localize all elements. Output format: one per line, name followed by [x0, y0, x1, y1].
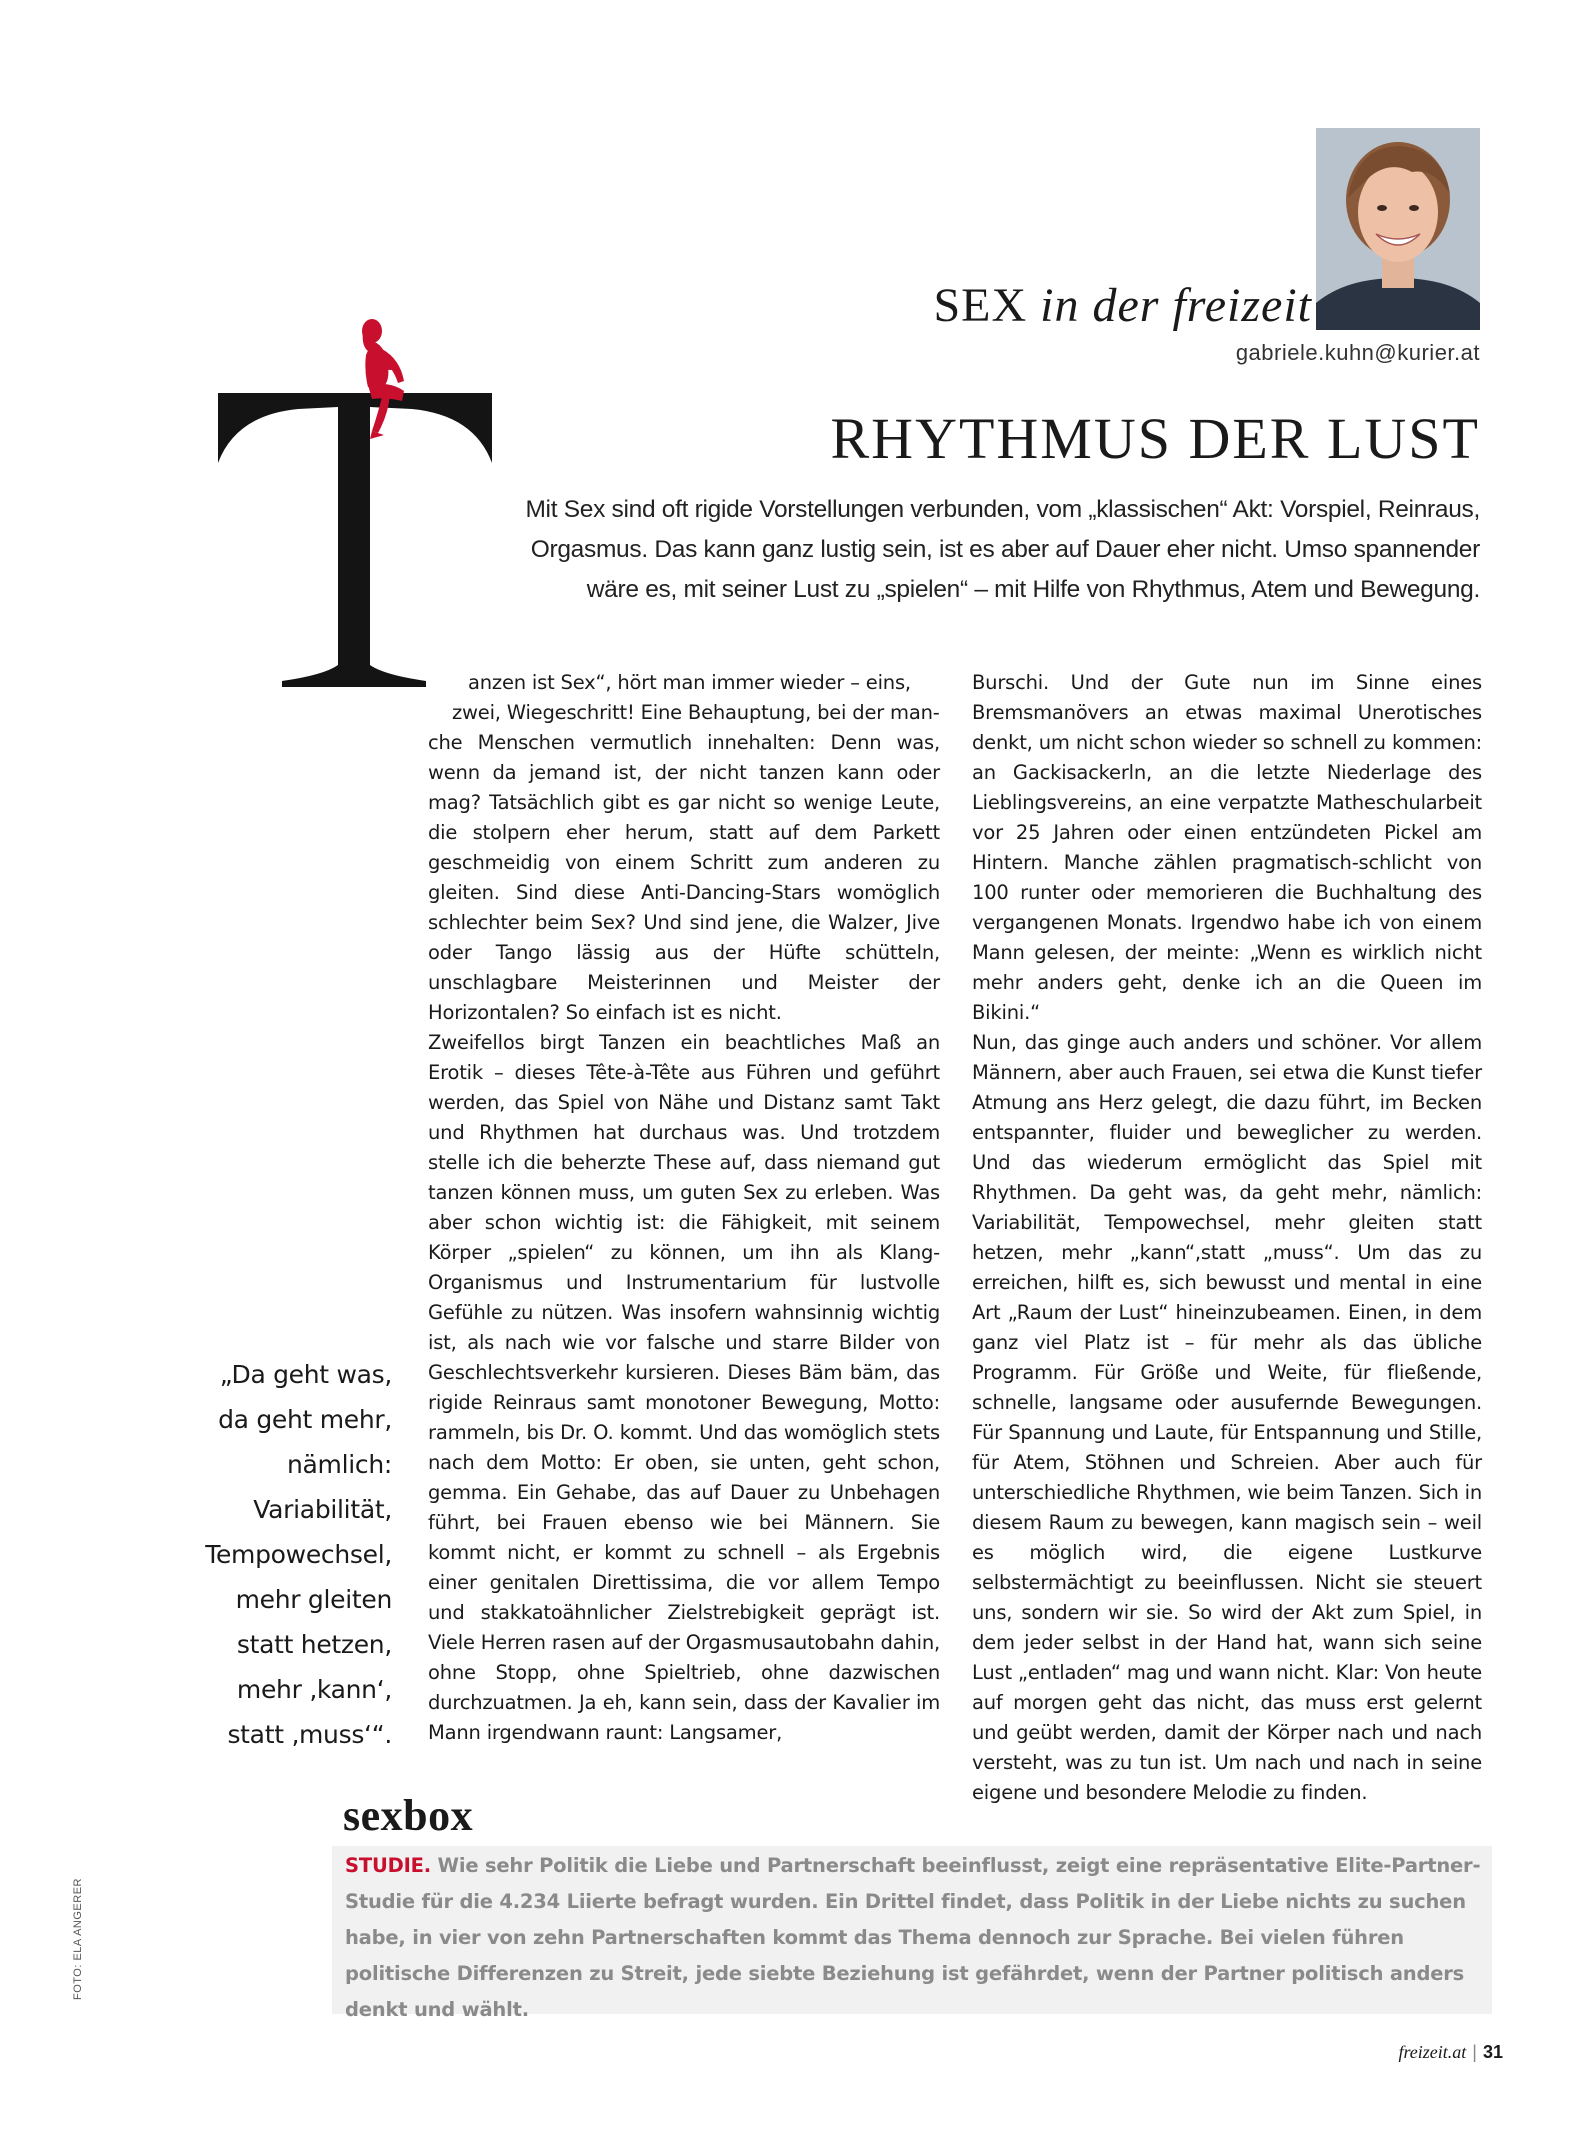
- pull-quote-line: statt ‚muss‘“.: [227, 1720, 392, 1749]
- page-footer: [1398, 2042, 1503, 2063]
- footer-separator: |: [1472, 2042, 1477, 2062]
- paragraph-1: [428, 668, 940, 1028]
- pull-quote-line: Tempowechsel,: [205, 1540, 392, 1569]
- sexbox-title: sexbox: [343, 1791, 474, 1840]
- sexbox-label: STUDIE.: [345, 1854, 431, 1877]
- author-portrait-image: [1316, 128, 1480, 330]
- sexbox-body: Wie sehr Politik die Liebe und Partnerschaft beeinflusst, zeigt eine repräsentative Elite-Partner-Studie für die 4.234 Liierte befragt wurden. Ein Drittel findet, dass Politik in der Liebe nichts zu suchen habe, in vier von zehn Partnerschaften kommt das Thema dennoch zur Sprache. Bei vielen führen politische Differenzen zu Streit, jede siebte Beziehung ist gefährdet, wenn der Partner politisch anders denkt und wählt.: [345, 1854, 1481, 2021]
- author-photo: [1316, 128, 1480, 330]
- paragraph-2: Zweifellos birgt Tanzen ein beachtliches Maß an Erotik – dieses Tête-à-Tête aus Führen und geführt werden, das Spiel von Nähe und Distanz samt Takt und Rhythmen hat durchaus was. Und trotzdem stelle ich die beherzte These auf, dass niemand gut tanzen können muss, um guten Sex zu erleben. Was aber schon wichtig ist: die Fähigkeit, mit seinem Körper „spielen“ zu können, um ihn als Klang-Organismus und Instrumentarium für lustvolle Gefühle zu nützen. Was insofern wahnsinnig wichtig ist, als nach wie vor falsche und starre Bilder von Geschlechtsverkehr kursieren. Dieses Bäm bäm, das rigide Reinraus samt monotoner Bewegung, Motto: rammeln, bis Dr. O. kommt. Und das womöglich stets nach dem Motto: Er oben, sie unten, geht schon, gemma. Ein Gehabe, das auf Dauer zu Unbehagen führt, bei Frauen ebenso wie bei Männern. Sie kommt nicht, er kommt zu schnell – als Ergebnis einer genitalen Direttissima, die vor allem Tempo und stakkatoähnlicher Zielstrebigkeit geprägt ist. Viele Herren rasen auf der Orgasmusautobahn dahin, ohne Stopp, ohne Spieltrieb, ohne dazwischen durchzuatmen. Ja eh, kann sein, dass der Kavalier im Mann irgendwann raunt: Langsamer,: [428, 1031, 940, 1744]
- page-number: 31: [1482, 2042, 1503, 2062]
- paragraph-4: Nun, das ginge auch anders und schöner. Vor allem Männern, aber auch Frauen, sei etwa die Kunst tiefer Atmung ans Herz gelegt, die dazu führt, im Becken entspannter, fluider und beweglicher zu werden. Und das wiederum ermöglicht das Spiel mit Rhythmen. Da geht was, da geht mehr, nämlich: Variabilität, Tempowechsel, mehr gleiten statt hetzen, mehr „kann“,statt „muss“. Um das zu erreichen, hilft es, sich bewusst und mental in eine Art „Raum der Lust“ hineinzubeamen. Einen, in dem ganz viel Platz ist – für mehr als das übliche Programm. Für Größe und Weite, für fließende, schnelle, langsame oder ausufernde Bewegungen. Für Spannung und Laute, für Entspannung und Stille, für Atem, Stöhnen und Schreien. Aber auch für unterschiedliche Rhythmen, wie beim Tanzen. Sich in diesem Raum zu bewegen, kann magisch sein – weil es möglich wird, die eigene Lustkurve selbstermächtigt zu beeinflussen. Nicht sie steuert uns, sondern wir sie. So wird der Akt zum Spiel, in dem jeder selbst in der Hand hat, wann sich seine Lust „entladen“ mag und wann nicht. Klar: Von heute auf morgen geht das nicht, das muss erst gelernt und geübt werden, damit der Körper nach und nach versteht, was zu tun ist. Um nach und nach in seine eigene und besondere Melodie zu finden.: [972, 1031, 1482, 1804]
- headline: RHYTHMUS DER LUST: [830, 406, 1480, 471]
- first-line: anzen ist Sex“, hört man immer wieder – eins,: [468, 671, 911, 694]
- pull-quote-line: „Da geht was,: [219, 1360, 392, 1389]
- pull-quote-line: Variabilität,: [253, 1495, 392, 1524]
- pull-quote-line: da geht mehr,: [218, 1405, 392, 1434]
- drop-cap: [212, 365, 502, 700]
- column-title-main: SEX: [933, 279, 1028, 332]
- column-title-rest: in der freizeit: [1040, 279, 1312, 332]
- author-email[interactable]: gabriele.kuhn@kurier.at: [1235, 340, 1480, 365]
- article-column-2: [972, 668, 1482, 1808]
- sexbox-text: [345, 1848, 1495, 2028]
- pull-quote-line: mehr ‚kann‘,: [236, 1675, 392, 1704]
- red-figure-icon: [342, 315, 422, 445]
- pull-quote-line: nämlich:: [286, 1450, 392, 1479]
- paragraph-3: Burschi. Und der Gute nun im Sinne eines Bremsmanövers an etwas maximal Unerotisches denkt, um nicht schon wieder so schnell zu kommen: an Gackisackerln, an die letzte Niederlage des Lieblingsvereins, an eine verpatzte Matheschularbeit vor 25 Jahren oder einen entzündeten Pickel am Hintern. Manche zählen pragmatisch-schlicht von 100 runter oder memorieren die Buchhaltung des vergangenen Monats. Irgendwo habe ich von einem Mann gelesen, der meinte: „Wenn es wirklich nicht mehr anders geht, denke ich an die Queen im Bikini.“: [972, 671, 1482, 1024]
- article-column-1: [428, 668, 940, 1748]
- paragraph-1-rest: che Menschen vermutlich innehalten: Denn was, wenn da jemand ist, der nicht tanzen kann oder mag? Tatsächlich gibt es gar nicht so wenige Leute, die stolpern eher herum, statt auf dem Parkett geschmeidig von einem Schritt zum anderen zu gleiten. Sind diese Anti-Dancing-Stars womöglich schlechter beim Sex? Und sind jene, die Walzer, Jive oder Tango lässig aus der Hüfte schütteln, unschlagbare Meisterinnen und Meister der Horizontalen? So einfach ist es nicht.: [428, 731, 940, 1024]
- footer-site[interactable]: freizeit.at: [1398, 2042, 1467, 2062]
- second-line: zwei, Wiegeschritt! Eine Behauptung, bei der man-: [452, 701, 940, 724]
- pull-quote: [180, 1352, 392, 1757]
- lead-paragraph: Mit Sex sind oft rigide Vorstellungen verbunden, vom „klassischen“ Akt: Vorspiel, Reinraus, Orgasmus. Das kann ganz lustig sein, ist es aber auf Dauer eher nicht. Umso spannender wäre es, mit seiner Lust zu „spielen“ – mit Hilfe von Rhythmus, Atem und Bewegung.: [525, 496, 1480, 603]
- pull-quote-line: statt hetzen,: [236, 1630, 392, 1659]
- photo-credit: FOTO: ELA ANGERER: [72, 1878, 84, 2000]
- pull-quote-line: mehr gleiten: [235, 1585, 392, 1614]
- column-title: [700, 278, 1312, 333]
